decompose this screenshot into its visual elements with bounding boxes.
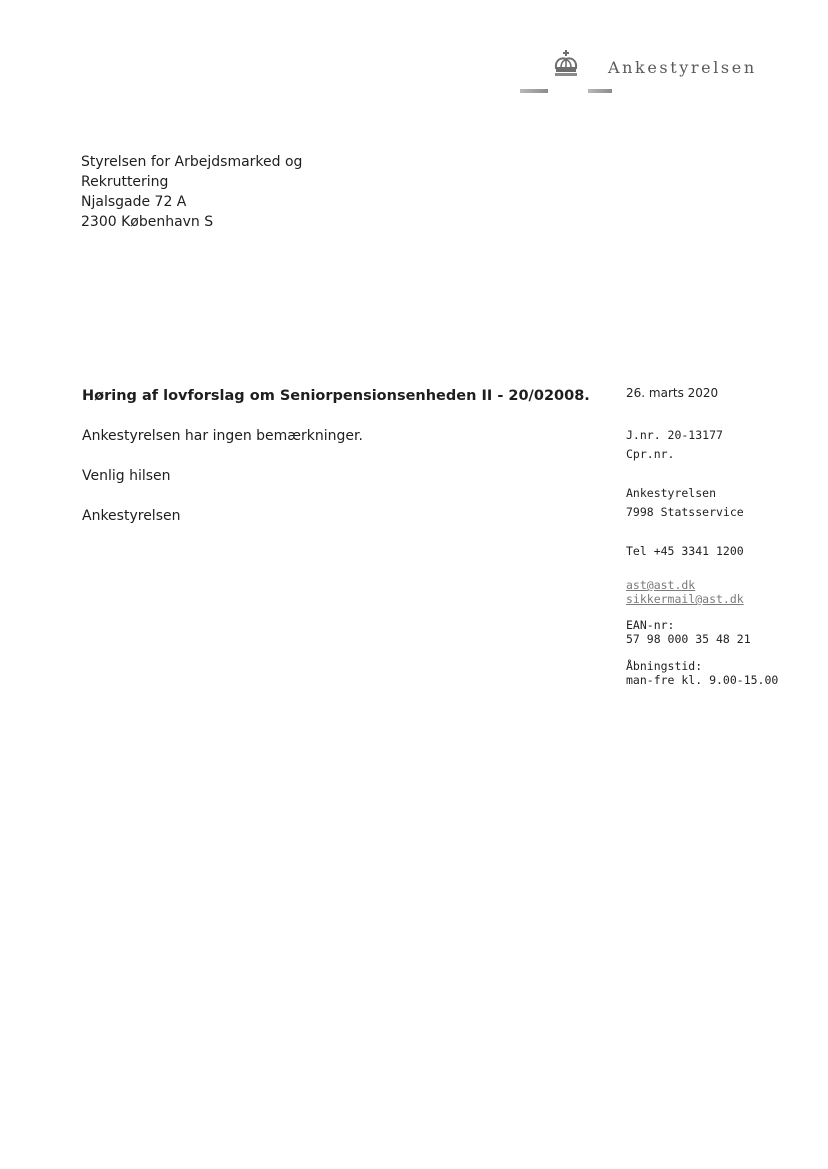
letter-subject: Høring af lovforslag om Seniorpensionsenheden II - 20/02008. [82,388,590,404]
recipient-line: Styrelsen for Arbejdsmarked og [81,154,303,170]
sender-address: 7998 Statsservice [626,505,744,519]
ean-label: EAN-nr: [626,618,675,632]
opening-hours-label: Åbningstid: [626,659,703,673]
cpr-number: Cpr.nr. [626,447,675,461]
sender-name: Ankestyrelsen [626,486,717,500]
recipient-line: Njalsgade 72 A [81,194,187,210]
recipient-line: Rekruttering [81,174,169,190]
crown-icon [552,50,580,78]
letter-closing: Venlig hilsen [82,468,171,484]
secure-email-link[interactable]: sikkermail@ast.dk [626,592,744,606]
email-link[interactable]: ast@ast.dk [626,578,696,592]
logo-bar-right [588,89,612,93]
letter-date: 26. marts 2020 [626,386,719,400]
recipient-line: 2300 København S [81,214,214,230]
journal-number: J.nr. 20-13177 [626,428,723,442]
logo-bar-left [520,89,548,93]
letter-signature: Ankestyrelsen [82,508,181,524]
recipient-address [81,152,302,232]
org-name: Ankestyrelsen [608,58,757,77]
opening-hours-value: man-fre kl. 9.00-15.00 [626,673,779,687]
letter-remark: Ankestyrelsen har ingen bemærkninger. [82,428,363,444]
ean-value: 57 98 000 35 48 21 [626,632,751,646]
phone-number: Tel +45 3341 1200 [626,544,744,558]
